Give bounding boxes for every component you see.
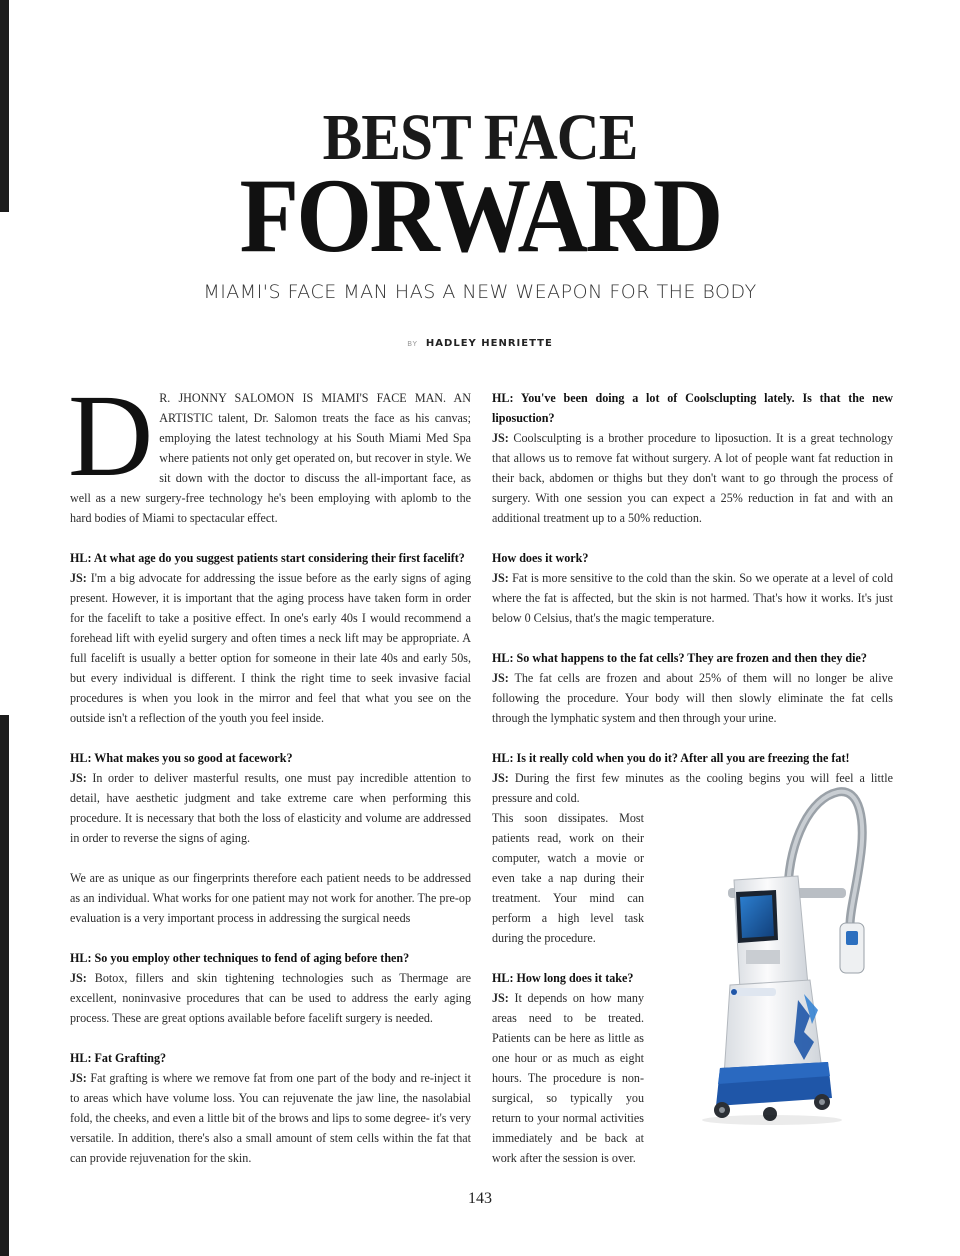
answer-text: Botox, fillers and skin tightening technologies such as Thermage are excellent, noninvasive procedures that can be used to address the early aging process. These are great options available before facelift surgery is needed. [70, 971, 471, 1025]
answer [492, 428, 893, 528]
answer-label: JS: [492, 431, 509, 445]
byline [0, 338, 960, 349]
question: HL: So you employ other techniques to fend of aging before then? [70, 951, 410, 965]
author-name: HADLEY HENRIETTE [425, 338, 553, 349]
question: HL: At what age do you suggest patients start considering their first facelift? [70, 551, 465, 565]
answer [70, 568, 471, 728]
answer-label: JS: [70, 971, 87, 985]
answer [492, 568, 893, 628]
answer-label: JS: [492, 991, 509, 1005]
answer-label: JS: [492, 671, 509, 685]
question: HL: You've been doing a lot of Coolsclupting lately. Is that the new liposuction? [492, 391, 893, 425]
question: HL: So what happens to the fat cells? They are frozen and then they die? [492, 651, 867, 665]
body-paragraph: We are as unique as our fingerprints therefore each patient needs to be addressed as an individual. What works for one patient may not work for another. The pre-op evaluation is a very important process in addressing the surgical needs [70, 871, 471, 925]
question: HL: Is it really cold when you do it? After all you are freezing the fat! [492, 751, 850, 765]
answer [70, 768, 471, 848]
headline-line-2: FORWARD [239, 157, 721, 274]
intro-text: R. JHONNY SALOMON IS MIAMI'S FACE MAN. AN ARTISTIC talent, Dr. Salomon treats the face as his canvas; employing the latest technology at his South Miami Med Spa where patients not only get operated on, but recover in style. We sit down with the doctor to discuss the all-important face, as well as a new surgery-free technology he's been employing with aplomb to the hard bodies of Miami to spectacular effect. [70, 391, 471, 525]
answer-label: JS: [70, 771, 87, 785]
answer-label: JS: [492, 571, 509, 585]
answer [70, 968, 471, 1028]
answer [492, 988, 644, 1168]
page-edge-strip [0, 0, 9, 212]
question: HL: Fat Grafting? [70, 1051, 167, 1065]
question: HL: What makes you so good at facework? [70, 751, 293, 765]
article-column-left [68, 370, 471, 1168]
question: How does it work? [492, 551, 589, 565]
drop-cap: D [68, 370, 154, 501]
coolsculpting-machine-image [700, 780, 890, 1125]
answer [70, 1068, 471, 1168]
answer-text: Fat grafting is where we remove fat from one part of the body and re-inject it to areas which have volume loss. You can rejuvenate the jaw line, the nasolabial fold, the cheeks, and even a little bit of the brows and lips to some degree- it's very versatile. In addition, there's also a small amount of stem cells within the fat that can provide rejuvenation for the skin. [70, 1071, 471, 1165]
answer-label: JS: [70, 571, 87, 585]
answer-text: Fat is more sensitive to the cold than the skin. So we operate at a level of cold where the fat is affected, but the skin is not harmed. That's how it works. It's just below 0 Celsius, that's the magic temperature. [492, 571, 893, 625]
answer-text: In order to deliver masterful results, one must pay incredible attention to detail, have aesthetic judgment and take extreme care when performing this procedure. It is necessary that both the loss of elasticity and volume are addressed in order to reverse the signs of aging. [70, 771, 471, 845]
question: HL: How long does it take? [492, 971, 634, 985]
intro-paragraph [68, 370, 471, 528]
page-edge-strip [0, 715, 9, 1256]
answer-text: I'm a big advocate for addressing the issue before as the early signs of aging present. However, it is important that the aging process have taken form in order for the facelift to take a positive effect. In one's early 40s I would recommend a forehead lift with eyelid surgery and often times a neck lift may be appropriate. A full facelift is usually a better option for someone in their late 40s and early 50s, but every individual is different. I think the right time to seek invasive facial procedures is when you look in the mirror and feel that what you see on the outside isn't a reflection of the youth you feel inside. [70, 571, 471, 725]
answer-text: During the first few minutes as the cooling begins you will feel a little pressure and cold. [492, 771, 893, 805]
answer-text: The fat cells are frozen and about 25% of them will no longer be alive following the procedure. Your body will then slowly eliminate the fat cells through the lymphatic system and then through your urine. [492, 671, 893, 725]
answer-label: JS: [492, 771, 509, 785]
subheadline: MIAMI'S FACE MAN HAS A NEW WEAPON FOR THE BODY [203, 281, 757, 303]
answer-text: Coolsculpting is a brother procedure to liposuction. It is a great technology that allows us to remove fat without surgery. A lot of people want fat reduction in their back, abdomen or thighs but they don't want to go through the process of surgery. With one session you can expect a 25% reduction in fat and with an additional treatment up to a 50% reduction. [492, 431, 893, 525]
headline-line-1: BEST FACE [322, 101, 638, 174]
answer-text: It depends on how many areas need to be treated. Patients can be here as little as one hour or as much as eight hours. The procedure is non-surgical, so typically you return to your normal activities immediately and be back at work after the session is over. [492, 991, 645, 1165]
answer-label: JS: [70, 1071, 87, 1085]
answer [492, 668, 893, 728]
byline-prefix: BY [407, 340, 418, 348]
page-number: 143 [468, 1190, 492, 1207]
answer-continued: This soon dissipates. Most patients read, work on their computer, watch a movie or even take a nap during their treatment. Your mind can perform a high level task during the procedure. [492, 811, 644, 945]
